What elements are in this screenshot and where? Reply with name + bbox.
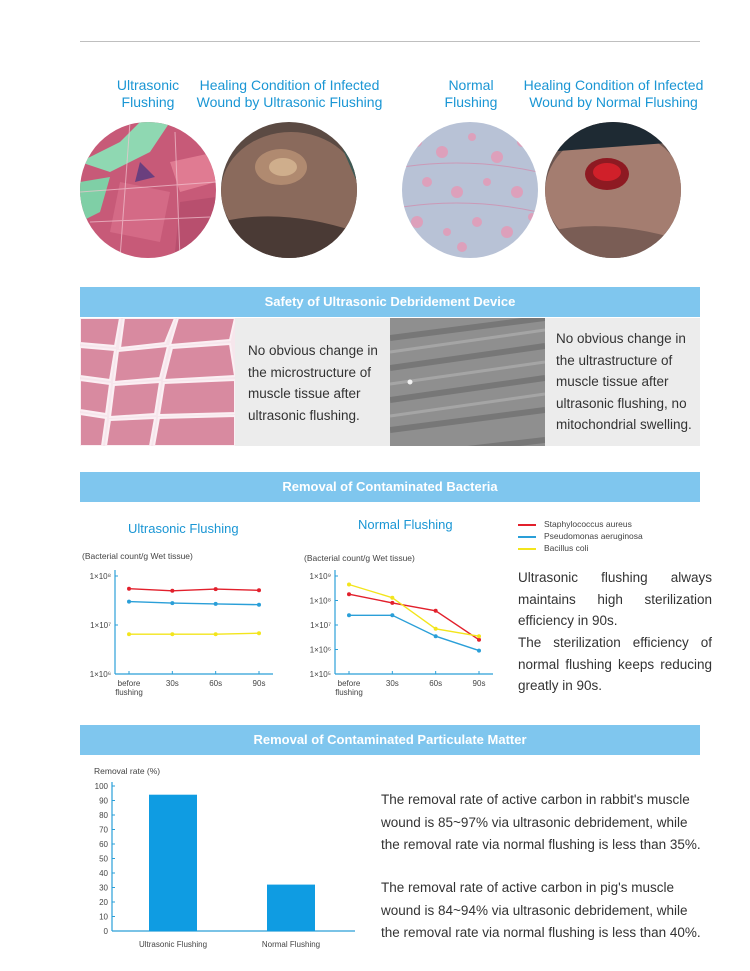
removal-bar (267, 885, 315, 931)
removal-bar (149, 795, 197, 931)
legend-label-pseudo: Pseudomonas aeruginosa (544, 531, 643, 541)
ultrasonic-series-line (129, 602, 259, 605)
particulate-paragraph-2: The removal rate of active carbon in pig's muscle wound is 84~94% via ultrasonic debridement, while the removal rate via normal flushing is less than 40%. (381, 880, 701, 940)
bacteria-description-2: The sterilization efficiency of normal flushing keeps reducing greatly in 90s. (518, 635, 712, 693)
muscle-microstructure-image (80, 318, 235, 446)
ultrasonic-y-tick-label: 1×10⁸ (89, 572, 111, 581)
ultrasonic-data-point (257, 603, 261, 607)
removal-y-tick-label: 0 (103, 927, 108, 936)
safety-right-text: No obvious change in the ultrastructure of muscle tissue after ultrasonic flushing, no mitochondrial swelling. (556, 331, 692, 432)
ultrasonic-x-tick-label: before flushing (115, 679, 143, 697)
legend-label-staph: Staphylococcus aureus (544, 519, 632, 529)
caption-healing-normal: Healing Condition of Infected Wound by Normal Flushing (523, 77, 704, 110)
normal-y-tick-label: 1×10⁶ (309, 645, 331, 655)
ultrasonic-y-tick-label: 1×10⁶ (89, 670, 111, 679)
removal-y-tick-label: 30 (99, 883, 108, 893)
normal-data-point (347, 592, 351, 596)
ultrasonic-data-point (127, 600, 131, 604)
removal-x-tick-label: Normal Flushing (261, 940, 321, 949)
ultrasonic-data-point (127, 587, 131, 591)
ultrasonic-data-point (214, 632, 218, 636)
safety-left-panel (80, 318, 390, 446)
caption-healing-ultrasonic: Healing Condition of Infected Wound by Ultrasonic Flushing (196, 77, 383, 110)
normal-x-tick-label: 90s (472, 679, 486, 688)
normal-chart-title: Normal Flushing (358, 517, 453, 532)
ultrasonic-x-tick-label: 90s (252, 679, 266, 688)
removal-y-tick-label: 40 (99, 869, 108, 878)
safety-left-text: No obvious change in the microstructure of muscle tissue after ultrasonic flushing. (248, 343, 378, 423)
removal-y-tick-label: 90 (99, 796, 108, 806)
normal-data-point (434, 609, 438, 613)
particulate-paragraph-1: The removal rate of active carbon in rabbit's muscle wound is 85~97% via ultrasonic debridement, while the removal rate via normal flushing is less than 35%. (381, 792, 701, 852)
normal-data-point (477, 649, 481, 653)
normal-data-point (347, 583, 351, 587)
bacteria-banner: Removal of Contaminated Bacteria (80, 472, 700, 502)
removal-y-tick-label: 70 (99, 825, 108, 835)
ultrasonic-data-point (257, 588, 261, 592)
removal-chart-ylabel: Removal rate (%) (94, 766, 161, 776)
normal-chart-ylabel: (Bacterial count/g Wet tissue) (304, 553, 415, 563)
ultrasonic-data-point (170, 632, 174, 636)
removal-y-tick-label: 80 (99, 811, 108, 820)
caption-ultrasonic-flushing: Ultrasonic Flushing (116, 77, 180, 110)
normal-data-point (347, 613, 351, 617)
muscle-ultrastructure-image (390, 318, 545, 446)
ultrasonic-series-line (129, 589, 259, 591)
caption-normal-flushing: Normal Flushing (444, 77, 498, 110)
normal-x-tick-label: 60s (429, 679, 443, 688)
histology-normal-image (402, 122, 538, 258)
normal-data-point (477, 634, 481, 638)
ultrasonic-data-point (257, 631, 261, 635)
histology-ultrasonic-image (80, 122, 216, 258)
normal-data-point (390, 613, 394, 617)
ultrasonic-x-tick-label: 30s (165, 679, 179, 688)
safety-banner: Safety of Ultrasonic Debridement Device (80, 287, 700, 317)
legend-label-bacillus: Bacillus coli (544, 543, 589, 553)
particulate-banner: Removal of Contaminated Particulate Matter (80, 725, 700, 755)
removal-y-tick-label: 100 (94, 782, 108, 791)
normal-data-point (477, 638, 481, 642)
removal-y-tick-label: 50 (99, 854, 108, 864)
ultrasonic-data-point (170, 589, 174, 593)
removal-x-tick-label: Ultrasonic Flushing (138, 940, 208, 949)
removal-y-tick-label: 10 (99, 912, 108, 922)
normal-x-tick-label: 30s (385, 679, 399, 688)
removal-y-tick-label: 20 (99, 898, 108, 907)
wound-normal-image (545, 122, 681, 258)
ultrasonic-y-tick-label: 1×10⁷ (90, 621, 111, 630)
removal-bar-chart (85, 776, 365, 956)
normal-y-tick-label: 1×10⁹ (309, 572, 331, 581)
normal-y-tick-label: 1×10⁷ (310, 621, 331, 630)
normal-data-point (390, 601, 394, 605)
ultrasonic-line-chart (80, 562, 290, 702)
normal-data-point (434, 627, 438, 631)
normal-y-tick-label: 1×10⁵ (309, 670, 331, 679)
ultrasonic-data-point (170, 601, 174, 605)
normal-y-tick-label: 1×10⁸ (309, 596, 331, 606)
ultrasonic-chart-title: Ultrasonic Flushing (128, 521, 239, 536)
normal-series-line (349, 585, 479, 637)
ultrasonic-data-point (214, 602, 218, 606)
ultrasonic-chart-ylabel: (Bacterial count/g Wet tissue) (82, 551, 193, 561)
ultrasonic-x-tick-label: 60s (209, 679, 223, 688)
normal-line-chart (300, 562, 510, 702)
ultrasonic-data-point (127, 632, 131, 636)
ultrasonic-data-point (214, 587, 218, 591)
normal-x-tick-label: before flushing (335, 679, 363, 697)
removal-y-tick-label: 60 (99, 840, 108, 849)
normal-data-point (390, 596, 394, 600)
ultrasonic-series-line (129, 633, 259, 634)
top-divider (80, 41, 700, 42)
normal-data-point (434, 634, 438, 638)
bacteria-description-1: Ultrasonic flushing always maintains high sterilization efficiency in 90s. (518, 570, 712, 628)
wound-ultrasonic-image (221, 122, 357, 258)
safety-right-panel (390, 318, 700, 446)
